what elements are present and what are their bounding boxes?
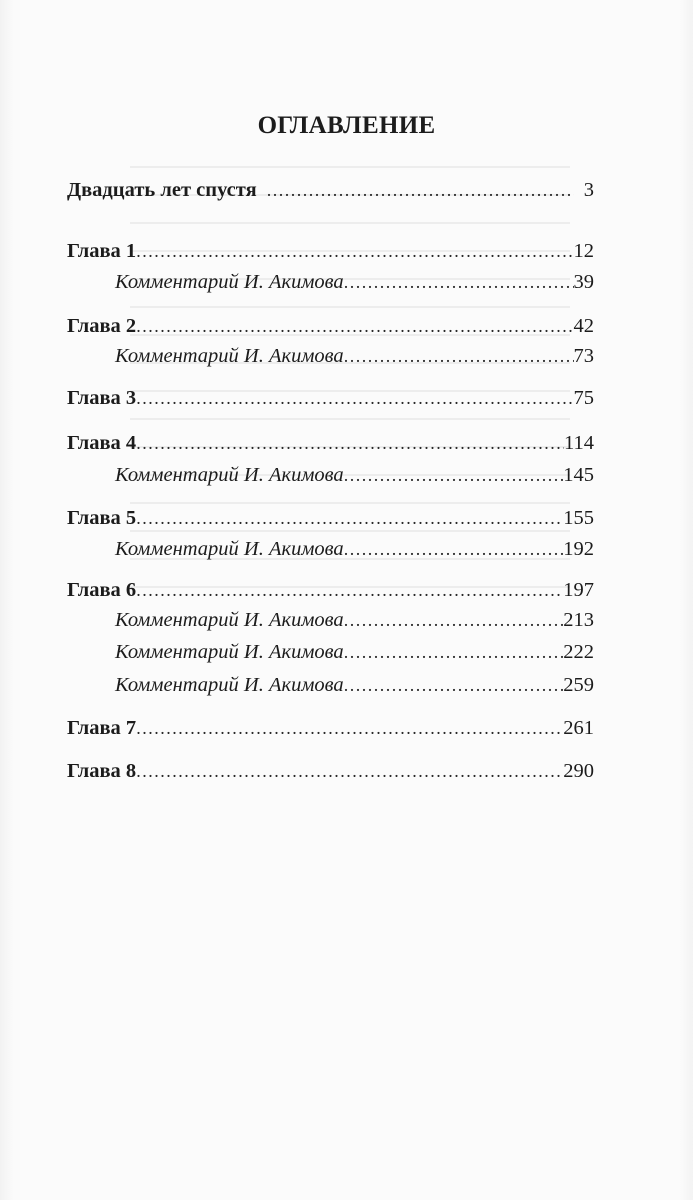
toc-entry-label: Глава 4 bbox=[67, 432, 137, 454]
toc-entry-label: Глава 8 bbox=[67, 760, 137, 782]
page-title: ОГЛАВЛЕНИЕ bbox=[257, 112, 436, 139]
toc-entry-commentary bbox=[67, 461, 594, 489]
dot-leader bbox=[136, 312, 573, 340]
toc-entry-commentary bbox=[67, 606, 594, 634]
toc-entry-label: Глава 5 bbox=[67, 507, 137, 529]
toc-page-number: 213 bbox=[563, 609, 594, 631]
toc-entry-label: Комментарий И. Акимова bbox=[115, 674, 344, 696]
toc-entry-label: Комментарий И. Акимова bbox=[115, 464, 344, 486]
toc-page-number: 290 bbox=[563, 760, 594, 782]
dot-leader bbox=[136, 429, 564, 457]
toc-entry-chapter-2 bbox=[67, 312, 594, 340]
toc-page-number: 155 bbox=[563, 507, 594, 529]
toc-entry-label: Комментарий И. Акимова bbox=[115, 345, 344, 367]
toc-page-number: 145 bbox=[563, 464, 594, 486]
toc-entry-label: Двадцать лет спустя bbox=[67, 179, 257, 201]
dot-leader bbox=[136, 237, 573, 265]
toc-entry-commentary bbox=[67, 638, 594, 666]
toc-entry-chapter-1 bbox=[67, 237, 594, 265]
toc-entry-chapter-8 bbox=[67, 757, 594, 785]
toc-page-number: 42 bbox=[573, 315, 594, 337]
toc-entry-commentary bbox=[67, 268, 594, 296]
dot-leader bbox=[344, 461, 564, 489]
toc-entry-label: Глава 2 bbox=[67, 315, 137, 337]
dot-leader bbox=[344, 638, 564, 666]
toc-entry-label: Глава 6 bbox=[67, 579, 137, 601]
toc-entry-label: Глава 1 bbox=[67, 240, 137, 262]
toc-entry-label: Комментарий И. Акимова bbox=[115, 641, 344, 663]
toc-entry-commentary bbox=[67, 342, 594, 370]
dot-leader bbox=[344, 535, 564, 563]
toc-entry-label: Комментарий И. Акимова bbox=[115, 271, 344, 293]
toc-entry-commentary bbox=[67, 671, 594, 699]
toc-entry-chapter-6 bbox=[67, 576, 594, 604]
toc-page-number: 3 bbox=[583, 179, 594, 201]
toc-entry-chapter-5 bbox=[67, 504, 594, 532]
toc-entry-label: Глава 7 bbox=[67, 717, 137, 739]
dot-leader bbox=[136, 384, 573, 412]
toc-page-number: 222 bbox=[563, 641, 594, 663]
toc-entry-label: Комментарий И. Акимова bbox=[115, 538, 344, 560]
dot-leader bbox=[344, 268, 574, 296]
toc-entry-intro bbox=[67, 176, 594, 204]
toc-entry-chapter-4 bbox=[67, 429, 594, 457]
toc-page-number: 75 bbox=[573, 387, 594, 409]
toc-page-number: 261 bbox=[563, 717, 594, 739]
toc-page-number: 192 bbox=[563, 538, 594, 560]
toc-page-number: 259 bbox=[563, 674, 594, 696]
dot-leader bbox=[344, 342, 574, 370]
dot-leader bbox=[136, 576, 563, 604]
toc-entry-commentary bbox=[67, 535, 594, 563]
toc-entry-chapter-3 bbox=[67, 384, 594, 412]
dot-leader bbox=[344, 671, 564, 699]
dot-leader bbox=[136, 757, 563, 785]
dot-leader bbox=[344, 606, 564, 634]
toc-entry-label: Комментарий И. Акимова bbox=[115, 609, 344, 631]
dot-leader bbox=[136, 504, 563, 532]
toc-page-number: 73 bbox=[573, 345, 594, 367]
toc-page-number: 197 bbox=[563, 579, 594, 601]
dot-leader bbox=[136, 714, 563, 742]
dot-leader bbox=[267, 176, 574, 204]
toc-entry-chapter-7 bbox=[67, 714, 594, 742]
toc-entry-label: Глава 3 bbox=[67, 387, 137, 409]
toc-page-number: 114 bbox=[564, 432, 594, 454]
toc-page-number: 39 bbox=[573, 271, 594, 293]
toc-page-number: 12 bbox=[573, 240, 594, 262]
